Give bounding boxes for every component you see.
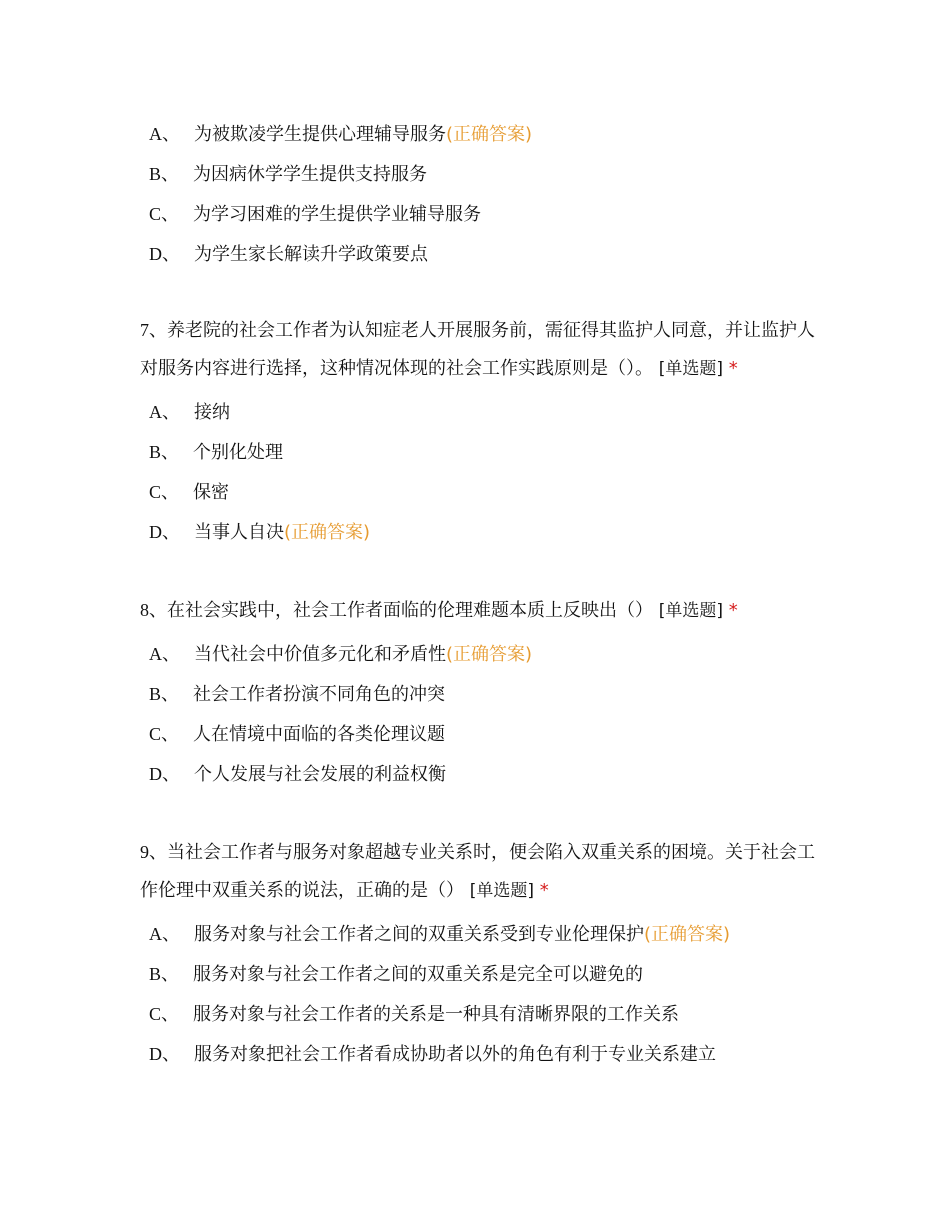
question-8 (140, 591, 820, 794)
option-letter: D (149, 764, 162, 784)
question-number: 7 (140, 320, 149, 340)
correct-answer-label: (正确答案) (446, 644, 533, 665)
question-number: 8 (140, 600, 149, 620)
correct-answer-label: (正确答案) (446, 124, 533, 145)
option-b[interactable] (140, 432, 820, 472)
option-letter: B (149, 684, 162, 704)
question-text: 、在社会实践中，社会工作者面临的伦理难题本质上反映出（） (149, 600, 653, 621)
option-separator: 、 (161, 164, 180, 185)
question-title (140, 833, 820, 910)
option-text: 接纳 (194, 402, 230, 423)
option-letter: A (149, 644, 162, 664)
option-text: 人在情境中面临的各类伦理议题 (193, 724, 446, 745)
question-type-badge: [单选题] (658, 359, 723, 379)
option-text: 社会工作者扮演不同角色的冲突 (193, 684, 446, 705)
question-6-options (140, 114, 820, 274)
option-c[interactable] (140, 472, 820, 512)
option-text: 为被欺凌学生提供心理辅导服务 (194, 124, 446, 145)
option-text: 为学习困难的学生提供学业辅导服务 (193, 204, 482, 225)
question-number: 9 (140, 842, 149, 862)
option-letter: A (149, 124, 162, 144)
option-separator: 、 (162, 244, 180, 265)
option-text: 为因病休学学生提供支持服务 (193, 164, 428, 185)
option-letter: D (149, 522, 162, 542)
required-asterisk: * (539, 880, 549, 901)
option-separator: 、 (162, 1044, 180, 1065)
option-separator: 、 (161, 684, 180, 705)
option-separator: 、 (162, 402, 180, 423)
option-b[interactable] (140, 674, 820, 714)
option-b[interactable] (140, 954, 820, 994)
option-separator: 、 (161, 442, 180, 463)
option-d[interactable] (140, 1034, 820, 1074)
option-d[interactable] (140, 512, 820, 552)
question-9 (140, 833, 820, 1074)
option-b[interactable] (140, 154, 820, 194)
option-text: 当代社会中价值多元化和矛盾性 (194, 644, 446, 665)
question-text: 、当社会工作者与服务对象超越专业关系时，便会陷入双重关系的困境。关于社会工作伦理中双重关系的说法，正确的是（） (140, 842, 815, 901)
option-text: 为学生家长解读升学政策要点 (194, 244, 428, 265)
option-letter: B (149, 964, 162, 984)
option-text: 保密 (193, 482, 230, 503)
option-separator: 、 (161, 204, 180, 225)
option-letter: C (149, 204, 162, 224)
option-separator: 、 (162, 124, 180, 145)
option-text: 服务对象与社会工作者之间的双重关系是完全可以避免的 (193, 964, 644, 985)
option-text: 个别化处理 (193, 442, 284, 463)
option-c[interactable] (140, 714, 820, 754)
question-type-badge: [单选题] (658, 601, 723, 621)
option-d[interactable] (140, 234, 820, 274)
option-letter: A (149, 924, 162, 944)
option-separator: 、 (161, 1004, 180, 1025)
option-text: 服务对象与社会工作者之间的双重关系受到专业伦理保护 (194, 924, 644, 945)
option-a[interactable] (140, 114, 820, 154)
option-a[interactable] (140, 914, 820, 954)
option-letter: B (149, 442, 162, 462)
question-title (140, 591, 820, 630)
question-title (140, 311, 820, 388)
option-letter: D (149, 1044, 162, 1064)
option-c[interactable] (140, 994, 820, 1034)
question-type-badge: [单选题] (469, 881, 534, 901)
option-separator: 、 (162, 924, 180, 945)
option-separator: 、 (162, 644, 180, 665)
option-letter: B (149, 164, 162, 184)
option-a[interactable] (140, 392, 820, 432)
option-separator: 、 (161, 724, 180, 745)
required-asterisk: * (728, 600, 738, 621)
option-letter: C (149, 482, 162, 502)
option-text: 服务对象把社会工作者看成协助者以外的角色有利于专业关系建立 (194, 1044, 716, 1065)
correct-answer-label: (正确答案) (284, 522, 371, 543)
correct-answer-label: (正确答案) (644, 924, 731, 945)
question-text: 、养老院的社会工作者为认知症老人开展服务前，需征得其监护人同意，并让监护人对服务内容进行选择，这种情况体现的社会工作实践原则是（）。 (140, 320, 815, 379)
option-d[interactable] (140, 754, 820, 794)
option-letter: C (149, 724, 162, 744)
question-7 (140, 311, 820, 552)
option-separator: 、 (161, 964, 180, 985)
option-separator: 、 (161, 482, 180, 503)
option-a[interactable] (140, 634, 820, 674)
option-letter: C (149, 1004, 162, 1024)
option-text: 当事人自决 (194, 522, 284, 543)
option-letter: A (149, 402, 162, 422)
option-text: 个人发展与社会发展的利益权衡 (194, 764, 446, 785)
option-text: 服务对象与社会工作者的关系是一种具有清晰界限的工作关系 (193, 1004, 680, 1025)
option-c[interactable] (140, 194, 820, 234)
required-asterisk: * (728, 358, 738, 379)
option-letter: D (149, 244, 162, 264)
option-separator: 、 (162, 764, 180, 785)
option-separator: 、 (162, 522, 180, 543)
